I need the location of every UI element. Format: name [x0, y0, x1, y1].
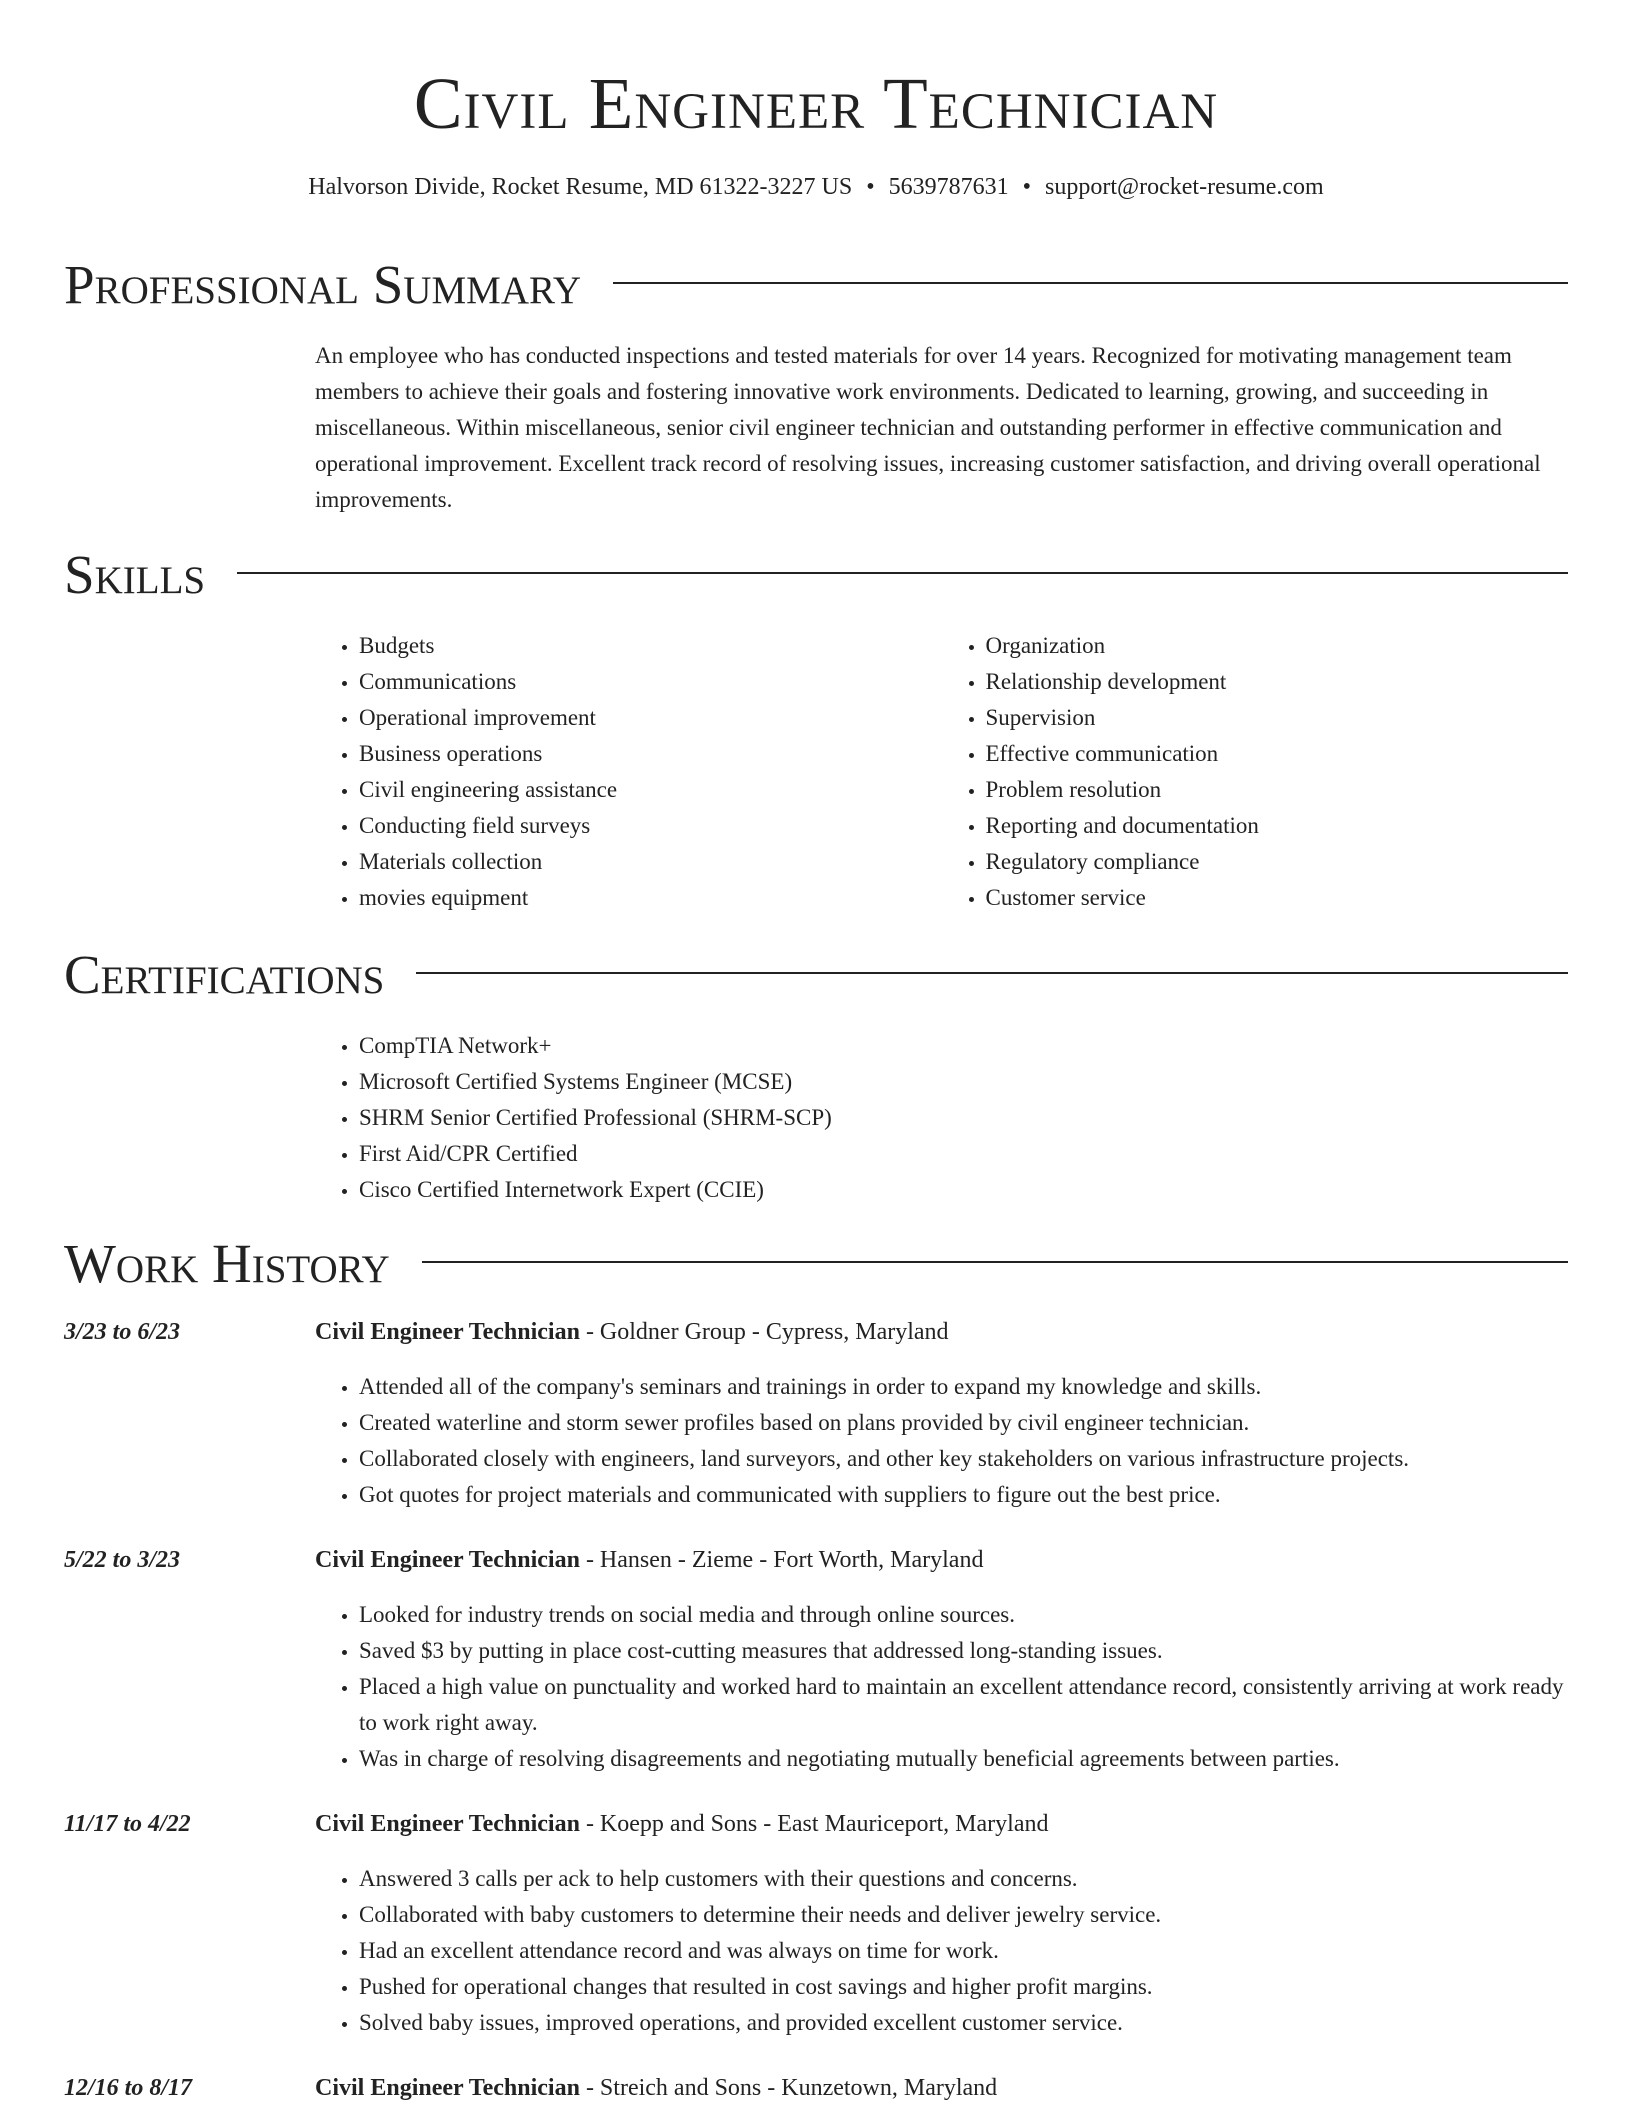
section-divider — [237, 572, 1568, 574]
section-title-certifications: Certifications — [64, 944, 385, 1005]
job-company-location: - Hansen - Zieme - Fort Worth, Maryland — [579, 1547, 984, 1573]
skill-item: • Customer service — [986, 880, 1569, 916]
resume-page — [64, 0, 1568, 2101]
job-entry — [64, 1545, 1568, 1777]
contact-line — [64, 172, 1568, 202]
job-bullet: • Saved $3 by putting in place cost-cutting measures that addressed long-standing issues. — [359, 1633, 1568, 1669]
job-title: Civil Engineer Technician — [315, 1811, 580, 1837]
job-dates: 12/16 to 8/17 — [64, 2075, 193, 2101]
job-company-location: - Streich and Sons - Kunzetown, Maryland — [579, 2075, 998, 2101]
certifications-section — [64, 944, 1568, 1208]
section-divider — [422, 1261, 1568, 1263]
section-header — [64, 1233, 1568, 1295]
job-bullet: • Was in charge of resolving disagreements and negotiating mutually beneficial agreements between parties. — [359, 1741, 1568, 1777]
section-divider — [416, 972, 1568, 974]
summary-text: An employee who has conducted inspections and tested materials for over 14 years. Recognized for motivating management team members to achieve their goals and fostering innovative work environments. Dedicated to learning, growing, and succeeding in miscellaneous. Within miscellaneous, senior civil engineer technician and outstanding performer in effective communication and operational improvement. Excellent track record of resolving issues, increasing customer satisfaction, and driving overall operational improvements. — [315, 343, 1541, 512]
job-heading — [315, 1809, 1568, 1839]
skill-item: • Civil engineering assistance — [359, 772, 942, 808]
job-bullet: • Pushed for operational changes that resulted in cost savings and higher profit margins. — [359, 1969, 1568, 2005]
skill-item: • Effective communication — [986, 736, 1569, 772]
job-entry — [64, 1809, 1568, 2041]
job-bullet: • Looked for industry trends on social media and through online sources. — [359, 1597, 1568, 1633]
skill-item: • Materials collection — [359, 844, 942, 880]
skill-item: • Regulatory compliance — [986, 844, 1569, 880]
job-body — [315, 2073, 1568, 2103]
section-title-summary: Professional Summary — [64, 254, 582, 315]
skills-list-left — [315, 628, 942, 916]
skill-item: • movies equipment — [359, 880, 942, 916]
job-bullets — [315, 1369, 1568, 1513]
job-bullet: • Created waterline and storm sewer profiles based on plans provided by civil engineer technician. — [359, 1405, 1568, 1441]
contact-phone: 5639787631 — [888, 174, 1009, 200]
certifications-list — [315, 1028, 1568, 1208]
job-company-location: - Goldner Group - Cypress, Maryland — [579, 1319, 949, 1345]
section-divider — [613, 282, 1568, 284]
job-heading — [315, 1545, 1568, 1575]
work-history-section — [64, 1233, 1568, 2103]
skill-item: • Operational improvement — [359, 700, 942, 736]
skills-section — [64, 544, 1568, 916]
job-bullet: • Collaborated with baby customers to determine their needs and deliver jewelry service. — [359, 1897, 1568, 1933]
job-body — [315, 1545, 1568, 1777]
certification-item: • Cisco Certified Internetwork Expert (CCIE) — [359, 1172, 1568, 1208]
skill-item: • Organization — [986, 628, 1569, 664]
section-header — [64, 254, 1568, 316]
summary-section — [64, 254, 1568, 518]
certification-item: • First Aid/CPR Certified — [359, 1136, 1568, 1172]
skill-item: • Budgets — [359, 628, 942, 664]
contact-separator: • — [866, 174, 875, 200]
job-entry — [64, 2073, 1568, 2103]
job-body — [315, 1317, 1568, 1513]
skill-item: • Supervision — [986, 700, 1569, 736]
skill-item: • Conducting field surveys — [359, 808, 942, 844]
job-company-location: - Koepp and Sons - East Mauriceport, Maryland — [579, 1811, 1049, 1837]
skill-item: • Communications — [359, 664, 942, 700]
job-title: Civil Engineer Technician — [315, 1547, 580, 1573]
job-dates: 5/22 to 3/23 — [64, 1547, 181, 1573]
job-bullets — [315, 1861, 1568, 2041]
job-dates: 3/23 to 6/23 — [64, 1319, 181, 1345]
job-entry — [64, 1317, 1568, 1513]
skill-item: • Business operations — [359, 736, 942, 772]
contact-separator: • — [1022, 174, 1032, 200]
job-bullet: • Collaborated closely with engineers, land surveyors, and other key stakeholders on various infrastructure projects. — [359, 1441, 1568, 1477]
job-bullet: • Had an excellent attendance record and was always on time for work. — [359, 1933, 1568, 1969]
job-bullet: • Got quotes for project materials and communicated with suppliers to figure out the best price. — [359, 1477, 1568, 1513]
skill-item: • Reporting and documentation — [986, 808, 1569, 844]
certifications-body — [315, 1028, 1568, 1208]
job-heading — [315, 2073, 1568, 2103]
skill-item: • Problem resolution — [986, 772, 1569, 808]
skills-columns — [315, 628, 1568, 916]
job-bullet: • Solved baby issues, improved operations, and provided excellent customer service. — [359, 2005, 1568, 2041]
jobs-list — [64, 1317, 1568, 2103]
section-title-skills: Skills — [64, 544, 206, 605]
skill-item: • Relationship development — [986, 664, 1569, 700]
section-title-work-history: Work History — [64, 1233, 390, 1294]
section-header — [64, 544, 1568, 606]
contact-email[interactable]: support@rocket-resume.com — [1045, 174, 1324, 200]
job-bullet: • Placed a high value on punctuality and worked hard to maintain an excellent attendance record, consistently arriving at work ready to work right away. — [359, 1669, 1568, 1741]
summary-body — [315, 338, 1568, 518]
contact-address: Halvorson Divide, Rocket Resume, MD 61322-3227 US — [308, 174, 853, 200]
job-bullet: • Answered 3 calls per ack to help customers with their questions and concerns. — [359, 1861, 1568, 1897]
section-header — [64, 944, 1568, 1006]
skills-list-right — [942, 628, 1569, 916]
certification-item: • Microsoft Certified Systems Engineer (MCSE) — [359, 1064, 1568, 1100]
job-title: Civil Engineer Technician — [315, 1319, 580, 1345]
job-body — [315, 1809, 1568, 2041]
job-heading — [315, 1317, 1568, 1347]
certification-item: • SHRM Senior Certified Professional (SHRM-SCP) — [359, 1100, 1568, 1136]
job-dates: 11/17 to 4/22 — [64, 1811, 191, 1837]
job-bullet: • Attended all of the company's seminars and trainings in order to expand my knowledge and skills. — [359, 1369, 1568, 1405]
certification-item: • CompTIA Network+ — [359, 1028, 1568, 1064]
job-title: Civil Engineer Technician — [315, 2075, 580, 2101]
resume-title: Civil Engineer Technician — [413, 63, 1219, 144]
job-bullets — [315, 1597, 1568, 1777]
